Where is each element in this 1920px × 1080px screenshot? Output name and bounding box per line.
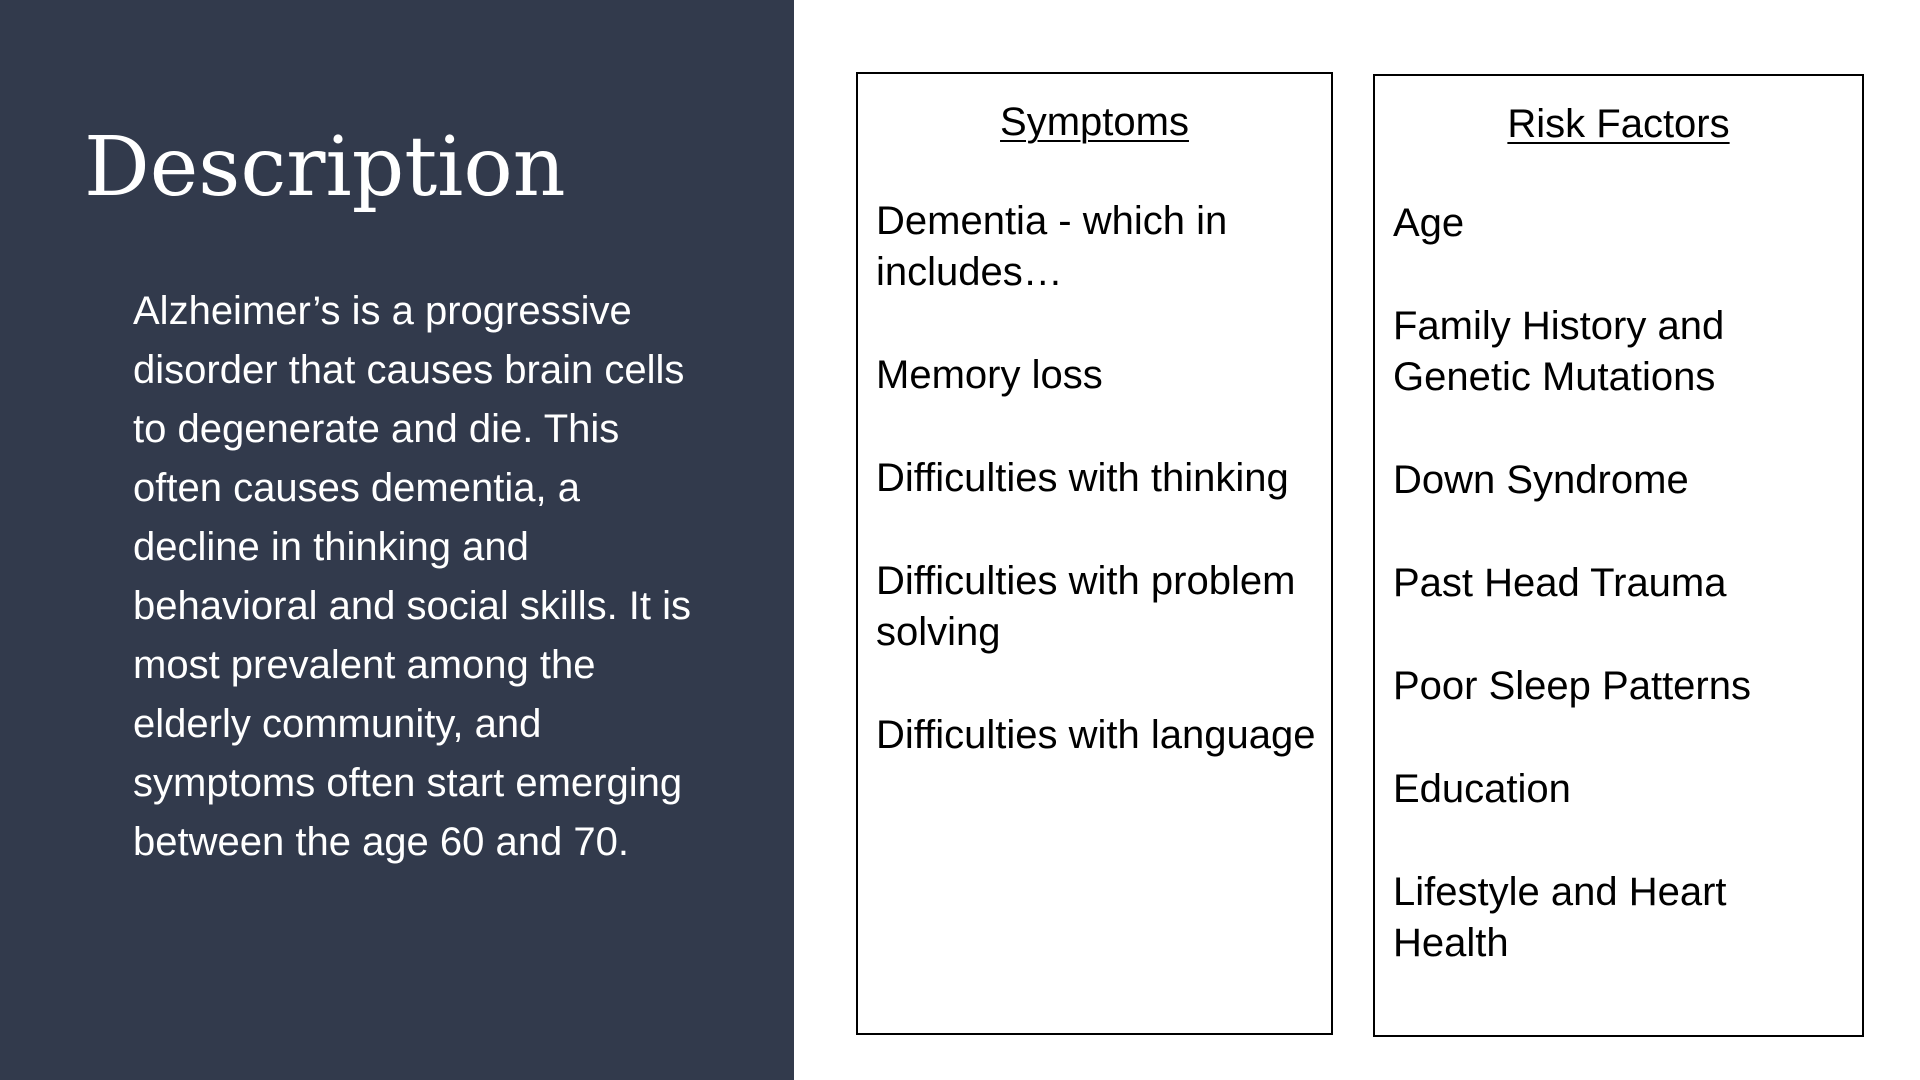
- description-panel: [0, 0, 794, 1080]
- symptoms-heading: Symptoms: [1000, 100, 1189, 144]
- risk-factor-item: Poor Sleep Patterns: [1393, 664, 1751, 708]
- symptoms-list: [876, 196, 1319, 813]
- risk-factor-item: Age: [1393, 201, 1465, 245]
- description-text: Alzheimer’s is a progressive disorder that causes brain cells to degenerate and die. This often causes dementia, a decline in thinking and behavioral and social skills. It is most prevalent among the elderly community, and symptoms often start emerging between the age 60 and 70.: [133, 289, 692, 864]
- risk-factors-box: [1373, 74, 1864, 1037]
- risk-factor-item: Lifestyle and Heart Health: [1393, 870, 1727, 965]
- symptom-item: Dementia - which in includes…: [876, 199, 1228, 294]
- risk-factors-list: [1393, 198, 1850, 1021]
- risk-factor-item: Past Head Trauma: [1393, 561, 1727, 605]
- symptom-item: Difficulties with language: [876, 713, 1316, 757]
- symptoms-box: [856, 72, 1333, 1035]
- risk-factors-heading: Risk Factors: [1507, 102, 1730, 146]
- symptom-item: Difficulties with thinking: [876, 456, 1289, 500]
- risk-factor-item: Family History and Genetic Mutations: [1393, 304, 1725, 399]
- risk-factor-item: Down Syndrome: [1393, 458, 1689, 502]
- symptom-item: Difficulties with problem solving: [876, 559, 1296, 654]
- slide-title: Description: [84, 120, 566, 215]
- risk-factor-item: Education: [1393, 767, 1571, 811]
- symptom-item: Memory loss: [876, 353, 1103, 397]
